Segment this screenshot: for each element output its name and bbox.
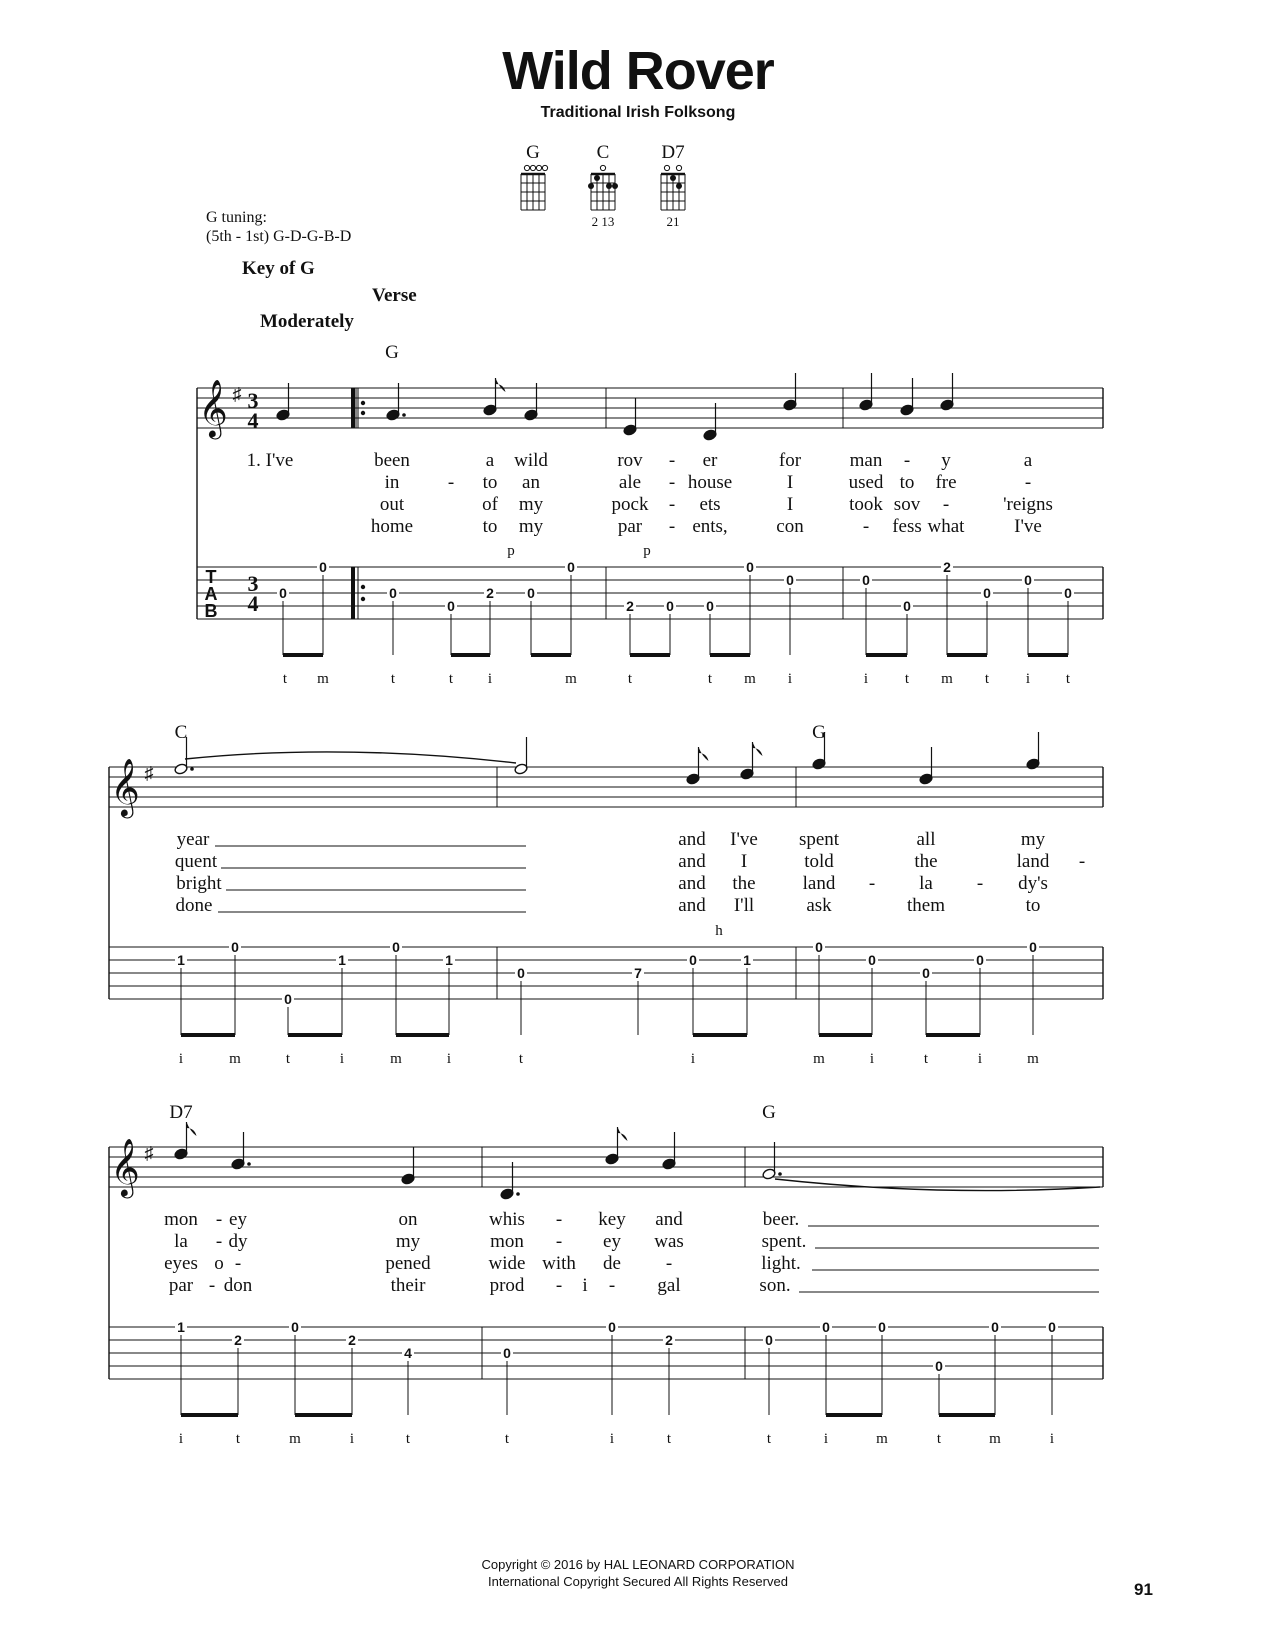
tab-beam [1028,653,1068,657]
right-hand-finger: i [863,671,869,687]
tab-repeat-thick-line [351,567,355,619]
chord-diagram-name: D7 [661,142,685,163]
right-hand-finger: t [390,671,396,687]
tab-beam [710,653,750,657]
tab-letter-t: T [205,567,217,587]
tab-fret-number: 0 [878,1319,886,1335]
treble-clef-icon: 𝄞 [110,1139,140,1195]
tab-fret-number: 0 [1024,572,1032,588]
lyric-syllable: dy [228,1231,248,1252]
lyric-syllable: a [485,450,495,471]
tab-fret-number: 0 [822,1319,830,1335]
tab-repeat-dot [361,585,365,589]
lyric-syllable: son. [759,1275,791,1296]
lyric-syllable: prod [489,1275,525,1296]
right-hand-finger: t [448,671,454,687]
lyric-syllable: ey [603,1231,621,1252]
song-title: Wild Rover [502,41,774,101]
right-hand-finger: t [936,1431,942,1447]
lyric-syllable: - [215,1231,223,1252]
tab-fret-number: 0 [517,965,525,981]
lyric-syllable: key [598,1209,626,1230]
right-hand-finger: i [1049,1431,1055,1447]
right-hand-finger: i [690,1051,696,1067]
key-label: Key of G [242,258,315,279]
right-hand-finger: m [390,1051,402,1067]
page-number: 91 [1134,1580,1153,1599]
tab-beam [866,653,907,657]
lyric-syllable: ask [806,895,832,916]
right-hand-finger: i [339,1051,345,1067]
tab-fret-number: 0 [862,572,870,588]
lyric-syllable: - [868,873,876,894]
chord-symbol: C [174,722,188,743]
right-hand-finger: t [923,1051,929,1067]
right-hand-finger: i [869,1051,875,1067]
lyric-syllable: par [168,1275,194,1296]
right-hand-finger: m [876,1431,888,1447]
lyric-syllable: er [702,450,718,471]
treble-clef-icon: 𝄞 [198,380,228,436]
tab-repeat-dot [361,597,365,601]
tab-fret-number: 0 [991,1319,999,1335]
lyric-syllable: out [379,494,405,515]
key-signature-sharp: ♯ [232,384,242,404]
lyric-syllable: year [176,829,210,850]
tempo-label: Moderately [260,311,354,332]
lyric-syllable: was [654,1231,684,1252]
chord-symbol: G [385,342,399,363]
copyright-notice [0,1556,1276,1590]
tab-beam [451,653,490,657]
right-hand-finger: m [813,1051,825,1067]
right-hand-finger: i [977,1051,983,1067]
lyric-syllable: used [848,472,884,493]
lyric-syllable: I [740,851,748,872]
lyric-syllable: and [655,1209,683,1230]
tuning-label: G tuning: [206,209,267,226]
lyric-syllable: mon [490,1231,524,1252]
lyric-syllable: fre [935,472,957,493]
lyric-syllable: gal [657,1275,681,1296]
lyric-syllable: - [555,1231,563,1252]
lyric-syllable: - [668,494,676,515]
lyric-syllable: the [732,873,756,894]
tab-fret-number: 0 [608,1319,616,1335]
lyric-syllable: - [903,450,911,471]
technique-mark: p [643,543,651,559]
lyric-syllable: eyes [164,1253,198,1274]
tab-fret-number: 0 [392,939,400,955]
lyric-syllable: I've [730,829,758,850]
lyric-syllable: - [665,1253,673,1274]
tab-fret-number: 1 [177,952,185,968]
tab-beam [181,1033,235,1037]
tab-fret-number: 0 [746,559,754,575]
lyric-syllable: my [518,516,544,537]
tab-fret-number: 0 [567,559,575,575]
lyric-syllable: land [802,873,836,894]
tuning-notes: (5th - 1st) G-D-G-B-D [206,228,352,245]
tab-fret-number: 0 [279,585,287,601]
lyric-syllable: ale [618,472,642,493]
lyric-syllable: - [208,1275,216,1296]
tab-fret-number: 0 [666,598,674,614]
lyric-syllable: - [555,1275,563,1296]
tab-time-bottom: 4 [247,591,259,616]
lyric-syllable: rov [617,450,643,471]
right-hand-finger: i [609,1431,615,1447]
lyric-syllable: wild [514,450,548,471]
tab-fret-number: 0 [447,598,455,614]
chord-fingering: 2 13 [591,214,615,229]
right-hand-finger: m [229,1051,241,1067]
tab-fret-number: 2 [626,598,634,614]
right-hand-finger: t [766,1431,772,1447]
time-signature-bottom: 4 [247,408,259,433]
right-hand-finger: i [823,1431,829,1447]
tab-beam [531,653,571,657]
augmentation-dot [778,1172,782,1176]
chord-diagram-name: G [526,142,540,163]
tab-beam [819,1033,872,1037]
lyric-syllable: ey [229,1209,247,1230]
tab-fret-number: 0 [765,1332,773,1348]
tab-fret-number: 1 [338,952,346,968]
tab-fret-number: 0 [689,952,697,968]
tab-fret-number: 0 [935,1358,943,1374]
right-hand-finger: i [487,671,493,687]
tab-fret-number: 0 [868,952,876,968]
lyric-syllable: - [555,1209,563,1230]
lyric-syllable: my [395,1231,421,1252]
augmentation-dot [402,413,406,417]
tab-fret-number: 1 [177,1319,185,1335]
tab-beam [181,1413,238,1417]
tab-fret-number: 0 [503,1345,511,1361]
tab-fret-number: 2 [348,1332,356,1348]
lyric-syllable: an [522,472,540,493]
lyric-syllable: my [1020,829,1046,850]
finger-dot [676,183,682,189]
lyric-syllable: with [542,1253,576,1274]
chord-fingering: 21 [666,214,680,229]
lyric-syllable: been [374,450,410,471]
tab-fret-number: 0 [983,585,991,601]
chord-symbol: G [762,1102,776,1123]
right-hand-finger: t [285,1051,291,1067]
lyric-syllable: to [482,472,498,493]
lyric-syllable: - [668,472,676,493]
lyric-syllable: the [914,851,938,872]
tab-fret-number: 0 [389,585,397,601]
lyric-syllable: - [447,472,455,493]
lyric-syllable: took [849,494,883,515]
lyric-syllable: I'll [733,895,755,916]
right-hand-finger: t [518,1051,524,1067]
tab-letter-b: B [204,601,218,621]
lyric-syllable: man [849,450,883,471]
lyric-syllable: quent [174,851,218,872]
right-hand-finger: m [1027,1051,1039,1067]
open-string-circle [536,165,541,170]
open-string-circle [600,165,605,170]
lyric-syllable: spent. [761,1231,807,1252]
tab-beam [826,1413,882,1417]
lyric-syllable: and [678,895,706,916]
lyric-syllable: par [617,516,643,537]
lyric-syllable: con [776,516,804,537]
lyric-syllable: on [398,1209,418,1230]
lyric-syllable: y [941,450,951,471]
lyric-syllable: spent [798,829,840,850]
tab-fret-number: 0 [1064,585,1072,601]
tab-beam [939,1413,995,1417]
lyric-syllable: la [174,1231,188,1252]
right-hand-finger: t [707,671,713,687]
right-hand-finger: t [627,671,633,687]
tab-fret-number: 2 [943,559,951,575]
tab-beam [947,653,987,657]
lyric-syllable: wide [488,1253,526,1274]
lyric-syllable: of [482,494,498,515]
lyric-syllable: a [1023,450,1033,471]
right-hand-finger: m [941,671,953,687]
open-string-circle [530,165,535,170]
copyright-line-2: International Copyright Secured All Rights Reserved [488,1574,788,1589]
right-hand-finger: m [744,671,756,687]
finger-dot [594,175,600,181]
lyric-syllable: dy's [1018,873,1048,894]
tab-fret-number: 7 [634,965,642,981]
lyric-syllable: - [862,516,870,537]
lyric-syllable: and [678,873,706,894]
lyric-syllable: to [482,516,498,537]
finger-dot [670,175,676,181]
open-string-circle [664,165,669,170]
tab-fret-number: 1 [743,952,751,968]
augmentation-dot [190,767,194,771]
tab-fret-number: 0 [284,991,292,1007]
right-hand-finger: t [405,1431,411,1447]
repeat-dot [361,411,365,415]
tab-fret-number: 0 [1029,939,1037,955]
tab-time-top: 3 [247,571,259,596]
lyric-syllable: I've [1014,516,1042,537]
lyric-syllable: - [215,1209,223,1230]
key-signature-sharp: ♯ [144,1143,154,1163]
lyric-syllable: sov [893,494,921,515]
right-hand-finger: i [446,1051,452,1067]
lyric-syllable: done [175,895,213,916]
right-hand-finger: t [666,1431,672,1447]
lyric-syllable: - [976,873,984,894]
open-string-circle [524,165,529,170]
tab-beam [630,653,670,657]
note-flag [699,747,709,761]
tab-fret-number: 0 [786,572,794,588]
tab-fret-number: 0 [527,585,535,601]
tab-beam [693,1033,747,1037]
note-flag [187,1122,197,1136]
lyric-syllable: pock [611,494,649,515]
lyric-syllable: - [668,516,676,537]
note-tie [775,1179,1100,1191]
tab-fret-number: 2 [486,585,494,601]
lyric-syllable: de [603,1253,621,1274]
tab-beam [396,1033,449,1037]
lyric-syllable: my [518,494,544,515]
lyric-syllable: - [234,1253,242,1274]
lyric-syllable: don [223,1275,253,1296]
lyric-syllable: house [687,472,733,493]
tab-fret-number: 0 [319,559,327,575]
finger-dot [606,183,612,189]
tab-fret-number: 0 [922,965,930,981]
chord-symbol: D7 [169,1102,193,1123]
tab-fret-number: 2 [234,1332,242,1348]
lyric-syllable: - [668,450,676,471]
repeat-dot [361,401,365,405]
lyric-syllable: o [214,1253,224,1274]
chord-symbol: G [812,722,826,743]
lyric-syllable: told [804,851,834,872]
note-flag [618,1127,628,1141]
note-tie [185,752,516,763]
section-label: Verse [372,285,417,306]
lyric-syllable: land [1016,851,1050,872]
tab-fret-number: 0 [815,939,823,955]
lyric-syllable: ents, [692,516,728,537]
augmentation-dot [516,1192,520,1196]
tab-fret-number: 1 [445,952,453,968]
finger-dot [588,183,594,189]
lyric-syllable: 1. I've [246,450,294,471]
lyric-syllable: all [916,829,936,850]
lyric-syllable: and [678,829,706,850]
lyric-syllable: mon [164,1209,198,1230]
key-signature-sharp: ♯ [144,763,154,783]
tab-fret-number: 2 [665,1332,673,1348]
note-flag [496,378,506,392]
tab-letter-a: A [204,584,218,604]
lyric-syllable: home [370,516,414,537]
lyric-syllable: for [778,450,802,471]
technique-mark: p [507,543,515,559]
tab-fret-number: 0 [706,598,714,614]
technique-mark: h [715,923,723,939]
lyric-syllable: i [582,1275,588,1296]
open-string-circle [676,165,681,170]
right-hand-finger: t [235,1431,241,1447]
right-hand-finger: t [984,671,990,687]
lyric-syllable: I [786,494,794,515]
right-hand-finger: t [1065,671,1071,687]
tab-fret-number: 0 [903,598,911,614]
right-hand-finger: t [282,671,288,687]
right-hand-finger: m [989,1431,1001,1447]
lyric-syllable: in [384,472,400,493]
open-string-circle [542,165,547,170]
lyric-syllable: pened [385,1253,431,1274]
treble-clef-icon: 𝄞 [110,759,140,815]
right-hand-finger: m [289,1431,301,1447]
augmentation-dot [247,1162,251,1166]
lyric-syllable: fess [892,516,922,537]
right-hand-finger: i [1025,671,1031,687]
lyric-syllable: - [1024,472,1032,493]
lyric-syllable: to [899,472,915,493]
tab-beam [288,1033,342,1037]
right-hand-finger: t [504,1431,510,1447]
chord-diagram-name: C [596,142,610,163]
tab-fret-number: 0 [231,939,239,955]
lyric-syllable: light. [761,1253,801,1274]
tab-fret-number: 0 [1048,1319,1056,1335]
lyric-syllable: la [919,873,933,894]
lyric-syllable: and [678,851,706,872]
lyric-syllable: - [942,494,950,515]
repeat-thick-line [351,388,355,428]
lyric-syllable: - [608,1275,616,1296]
lyric-syllable: - [1078,851,1086,872]
lyric-syllable: what [927,516,965,537]
note-flag [753,742,763,756]
tab-beam [926,1033,980,1037]
right-hand-finger: i [178,1431,184,1447]
right-hand-finger: m [317,671,329,687]
tab-fret-number: 0 [976,952,984,968]
right-hand-finger: i [178,1051,184,1067]
right-hand-finger: m [565,671,577,687]
right-hand-finger: i [349,1431,355,1447]
lyric-syllable: beer. [762,1209,800,1230]
lyric-syllable: whis [489,1209,525,1230]
tab-beam [283,653,323,657]
lyric-syllable: them [907,895,945,916]
tab-fret-number: 4 [404,1345,412,1361]
right-hand-finger: i [787,671,793,687]
lyric-syllable: 'reigns [1003,494,1053,515]
finger-dot [612,183,618,189]
copyright-line-1: Copyright © 2016 by HAL LEONARD CORPORATION [481,1557,795,1572]
lyric-syllable: to [1025,895,1041,916]
lyric-syllable: ets [699,494,721,515]
song-subtitle: Traditional Irish Folksong [540,104,736,121]
tab-beam [295,1413,352,1417]
lyric-syllable: their [390,1275,426,1296]
lyric-syllable: bright [176,873,222,894]
tab-fret-number: 0 [291,1319,299,1335]
time-signature-top: 3 [247,388,259,413]
lyric-syllable: I [786,472,794,493]
right-hand-finger: t [904,671,910,687]
